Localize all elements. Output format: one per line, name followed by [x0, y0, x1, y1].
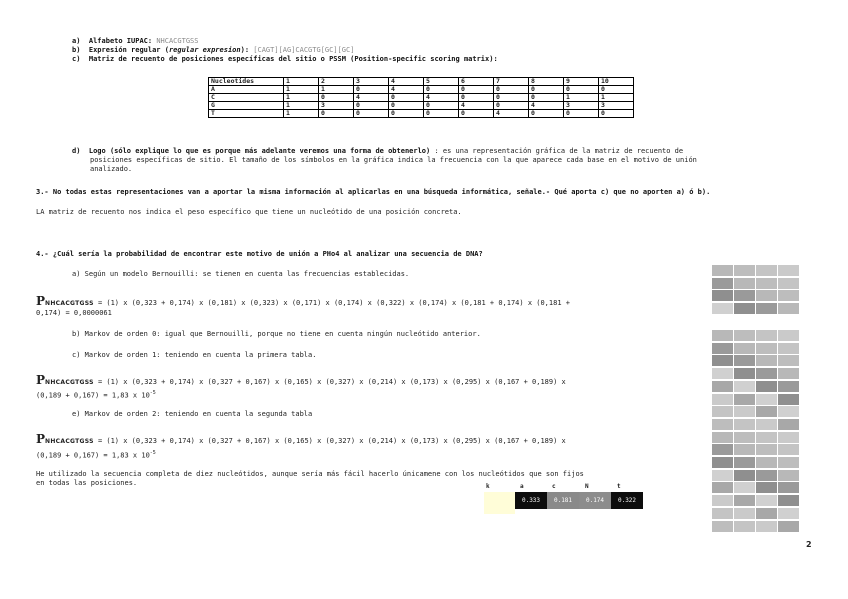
page-number: 2 [806, 540, 812, 549]
order1-thumb-cell [734, 265, 755, 276]
item-d-term: Logo (sólo explique lo que es porque más adelante veremos una forma de obtenerlo) [88, 147, 431, 155]
order2-thumb-cell [756, 406, 777, 417]
formula-2-p: P [36, 373, 46, 387]
order2-thumb-cell [778, 419, 799, 430]
order2-thumb-cell [756, 355, 777, 366]
order2-thumb-cell [712, 368, 733, 379]
count-matrix-cell: 1 [284, 86, 319, 94]
order2-thumb-cell [734, 330, 755, 341]
order2-thumb-cell [734, 521, 755, 532]
q4-option-a: a) Según un modelo Bernouilli: se tienen en cuenta las frecuencias establecidas. [72, 270, 410, 278]
formula-3-line1: = (1) x (0,323 + 0,174) x (0,327 + 0,167) x (0,165) x (0,327) x (0,214) x (0,173) x (0,295) x (0,167 + 0,189) x [97, 437, 566, 445]
count-matrix-cell: 1 [319, 86, 354, 94]
item-b-term-end: ): [240, 46, 250, 54]
formula-1-line2: 0,174) = 0,0000061 [36, 309, 112, 317]
count-matrix-cell: 0 [494, 102, 529, 110]
count-matrix-cell: 9 [564, 78, 599, 86]
order1-thumb-cell [756, 290, 777, 301]
order2-thumb-cell [756, 432, 777, 443]
question-3-answer: LA matriz de recuento nos indica el peso específico que tiene un nucleótido de una posición concreta. [36, 208, 462, 216]
count-matrix-cell: 0 [354, 102, 389, 110]
formula-2 [36, 373, 566, 390]
order2-thumb-cell [756, 444, 777, 455]
order2-thumb-cell [734, 394, 755, 405]
count-matrix-cell: 0 [459, 110, 494, 118]
order2-thumb-cell [734, 343, 755, 354]
order2-thumb-cell [734, 470, 755, 481]
order2-thumb-cell [712, 381, 733, 392]
order1-thumb-cell [756, 265, 777, 276]
count-matrix-cell: 0 [459, 94, 494, 102]
order2-thumb-cell [756, 470, 777, 481]
order1-thumb-cell [756, 303, 777, 314]
order2-thumb-cell [712, 343, 733, 354]
bottom-cell-2: 0.181 [547, 492, 579, 509]
order1-thumb-cell [712, 290, 733, 301]
count-matrix-cell: 3 [319, 102, 354, 110]
order2-thumb-cell [756, 482, 777, 493]
count-matrix-cell: 0 [494, 94, 529, 102]
order2-thumb-cell [712, 419, 733, 430]
count-matrix-cell: 1 [284, 110, 319, 118]
count-matrix-cell: 8 [529, 78, 564, 86]
formula-3-result: (0,189 + 0,167) = 1,83 x 10 [36, 451, 150, 460]
count-matrix-cell: 3 [564, 102, 599, 110]
formula-2-sub: NHCACGTGSS [45, 379, 94, 386]
count-matrix-row-label: C [209, 94, 284, 102]
formula-3 [36, 432, 566, 449]
order1-thumb-cell [734, 290, 755, 301]
count-matrix-cell: 0 [529, 86, 564, 94]
count-matrix-cell: 0 [529, 110, 564, 118]
formula-2-line2 [36, 389, 156, 400]
order2-thumb-cell [756, 381, 777, 392]
bottom-cell-1: 0.333 [515, 492, 547, 509]
order2-thumb-cell [734, 432, 755, 443]
order2-thumb-cell [734, 444, 755, 455]
formula-2-result: (0,189 + 0,167) = 1,83 x 10 [36, 391, 150, 400]
order2-thumb-cell [778, 394, 799, 405]
count-matrix-cell: 0 [564, 86, 599, 94]
count-matrix-cell: 4 [424, 94, 459, 102]
order2-thumb-cell [734, 495, 755, 506]
formula-2-exponent: -5 [149, 390, 156, 396]
order2-thumb-cell [778, 482, 799, 493]
item-a-term: Alfabeto IUPAC: [88, 37, 153, 45]
formula-3-exponent: -5 [149, 450, 156, 456]
item-b-term: Expresión regular ( [88, 46, 169, 54]
order2-thumb-cell [712, 355, 733, 366]
count-matrix-cell: 0 [599, 110, 634, 118]
count-matrix-row-label: T [209, 110, 284, 118]
question-4-heading: 4.- ¿Cuál sería la probabilidad de encontrar este motivo de unión a PHo4 al analizar una secuencia de DNA? [36, 250, 483, 258]
item-d-label: d) [72, 147, 81, 155]
count-matrix-cell: 1 [599, 94, 634, 102]
count-matrix-cell: 4 [389, 78, 424, 86]
formula-1-line1: = (1) x (0,323 + 0,174) x (0,181) x (0,323) x (0,171) x (0,174) x (0,322) x (0,174) x (0,181 + 0,174) x (0,181 + [97, 299, 570, 307]
q4-option-c: c) Markov de orden 1: teniendo en cuenta la primera tabla. [72, 351, 317, 359]
order2-thumb-cell [712, 470, 733, 481]
count-matrix-cell: 0 [459, 86, 494, 94]
order2-thumb-cell [756, 457, 777, 468]
count-matrix-cell: 0 [354, 86, 389, 94]
item-b [72, 46, 354, 55]
order1-thumb-cell [778, 290, 799, 301]
item-c [72, 55, 498, 64]
count-matrix-cell: 5 [424, 78, 459, 86]
count-matrix-table [208, 77, 634, 118]
order2-thumb-cell [756, 508, 777, 519]
bottom-header-k: k [486, 483, 490, 490]
order2-thumb-cell [778, 521, 799, 532]
count-matrix-cell: 0 [424, 86, 459, 94]
order2-thumb-cell [734, 419, 755, 430]
q4-option-e: e) Markov de orden 2: teniendo en cuenta la segunda tabla [72, 410, 313, 418]
count-matrix-cell: 1 [284, 102, 319, 110]
item-d-line3: analizado. [90, 165, 133, 173]
count-matrix-cell: 0 [564, 110, 599, 118]
order2-thumb-cell [756, 495, 777, 506]
order1-thumb-cell [778, 265, 799, 276]
order2-thumb-cell [778, 508, 799, 519]
order2-thumb-cell [734, 482, 755, 493]
order1-thumb-cell [734, 303, 755, 314]
count-matrix-cell: 1 [284, 78, 319, 86]
item-d-line1: : es una representación gráfica de la matriz de recuento de [434, 147, 684, 155]
order2-thumb-cell [734, 406, 755, 417]
order2-thumb-cell [778, 355, 799, 366]
order2-thumb-cell [778, 381, 799, 392]
order2-thumb-cell [778, 330, 799, 341]
order1-thumb-cell [734, 278, 755, 289]
order2-thumb-cell [712, 444, 733, 455]
note-line1: He utilizado la secuencia completa de diez nucleótidos, aunque sería más fácil hacerlo únicamene con los nucleótidos que son fijos [36, 470, 584, 478]
order2-thumb-cell [756, 394, 777, 405]
bottom-table-blank-cell [484, 492, 515, 514]
count-matrix-cell: 3 [599, 102, 634, 110]
order2-thumb-cell [734, 381, 755, 392]
formula-3-p: P [36, 432, 46, 446]
count-matrix-cell: 4 [354, 94, 389, 102]
order1-thumb-cell [712, 265, 733, 276]
bottom-cell-4: 0.322 [611, 492, 643, 509]
order2-thumb-cell [712, 457, 733, 468]
formula-1 [36, 294, 570, 311]
order2-thumb-cell [778, 406, 799, 417]
order2-thumb-cell [778, 368, 799, 379]
item-a-value: NHCACGTGSS [156, 37, 199, 45]
count-matrix-cell: 0 [319, 94, 354, 102]
order2-thumb-cell [712, 482, 733, 493]
q4-option-b: b) Markov de orden 0: igual que Bernouilli, porque no tiene en cuenta ningún nucleótido anterior. [72, 330, 481, 338]
bottom-header-t: t [617, 483, 621, 490]
count-matrix-cell: 2 [319, 78, 354, 86]
order2-thumb-cell [778, 444, 799, 455]
count-matrix-cell: 3 [354, 78, 389, 86]
count-matrix-row [209, 110, 634, 118]
formula-3-sub: NHCACGTGSS [45, 438, 94, 445]
order2-thumb-cell [756, 521, 777, 532]
bottom-header-a: a [520, 483, 524, 490]
order1-thumb-cell [756, 278, 777, 289]
item-c-text: Matriz de recuento de posiciones específicas del sitio o PSSM (Position-specific scoring matrix): [88, 55, 498, 63]
order2-thumb-cell [756, 419, 777, 430]
order2-thumb-cell [712, 330, 733, 341]
order2-thumb-cell [778, 457, 799, 468]
order2-thumb-cell [712, 394, 733, 405]
order2-thumb-cell [712, 508, 733, 519]
formula-3-line2 [36, 449, 156, 460]
item-b-label: b) [72, 46, 81, 54]
count-matrix-cell: 4 [389, 86, 424, 94]
count-matrix-cell: 4 [529, 102, 564, 110]
order2-thumb-cell [756, 343, 777, 354]
order1-thumb-cell [712, 303, 733, 314]
count-matrix-cell: 10 [599, 78, 634, 86]
count-matrix-row-label: A [209, 86, 284, 94]
order2-thumb-cell [712, 432, 733, 443]
order2-thumb-cell [712, 406, 733, 417]
order2-thumb-cell [734, 368, 755, 379]
order1-thumb-cell [778, 278, 799, 289]
count-matrix-cell: 0 [599, 86, 634, 94]
count-matrix-cell: 0 [389, 102, 424, 110]
count-matrix-cell: 0 [424, 102, 459, 110]
order2-thumb-cell [734, 457, 755, 468]
count-matrix-cell: 0 [389, 94, 424, 102]
count-matrix-cell: 0 [529, 94, 564, 102]
bottom-header-c: c [552, 483, 556, 490]
order2-thumb-cell [712, 521, 733, 532]
bottom-cell-3: 0.174 [579, 492, 611, 509]
order2-thumb-cell [734, 355, 755, 366]
order1-thumb-cell [712, 278, 733, 289]
order2-thumb-cell [778, 343, 799, 354]
count-matrix-cell: 6 [459, 78, 494, 86]
count-matrix-cell: 0 [389, 110, 424, 118]
item-a [72, 37, 198, 46]
bottom-header-n: N [585, 483, 589, 490]
count-matrix-cell: 4 [459, 102, 494, 110]
order1-thumb-cell [778, 303, 799, 314]
item-c-label: c) [72, 55, 81, 63]
item-d-line2: posiciones específicas de sitio. El tamaño de los símbolos en la gráfica indica la frecuencia con la que aparece cada base en el motivo de unión [90, 156, 697, 164]
order2-thumb-cell [778, 432, 799, 443]
order2-thumb-cell [778, 495, 799, 506]
item-b-value: [CAGT][AG]CACGTG[GC][GC] [253, 46, 355, 54]
formula-2-line1: = (1) x (0,323 + 0,174) x (0,327 + 0,167) x (0,165) x (0,327) x (0,214) x (0,173) x (0,295) x (0,167 + 0,189) x [97, 378, 566, 386]
item-d [72, 147, 683, 156]
count-matrix-cell: 7 [494, 78, 529, 86]
count-matrix-row-label: G [209, 102, 284, 110]
count-matrix-cell: 0 [424, 110, 459, 118]
question-3-heading: 3.- No todas estas representaciones van a aportar la misma información al aplicarlas en una búsqueda informática, señale.- Qué aporta c) que no aporten a) ó b). [36, 188, 711, 196]
count-matrix-cell: 1 [564, 94, 599, 102]
formula-1-p: P [36, 294, 46, 308]
count-matrix-cell: 1 [284, 94, 319, 102]
item-b-italic: regular expresion [168, 46, 241, 54]
count-matrix-cell: 4 [494, 110, 529, 118]
count-matrix-cell: 0 [354, 110, 389, 118]
count-matrix-cell: 0 [319, 110, 354, 118]
order2-thumb-cell [778, 470, 799, 481]
order2-thumb-cell [712, 495, 733, 506]
formula-1-sub: NHCACGTGSS [45, 300, 94, 307]
count-matrix-cell: 0 [494, 86, 529, 94]
order2-thumb-cell [756, 368, 777, 379]
item-a-label: a) [72, 37, 81, 45]
count-matrix-row-label: Nucleotides [209, 78, 284, 86]
note-line2: en todas las posiciones. [36, 479, 138, 487]
order2-thumb-cell [734, 508, 755, 519]
order2-thumb-cell [756, 330, 777, 341]
